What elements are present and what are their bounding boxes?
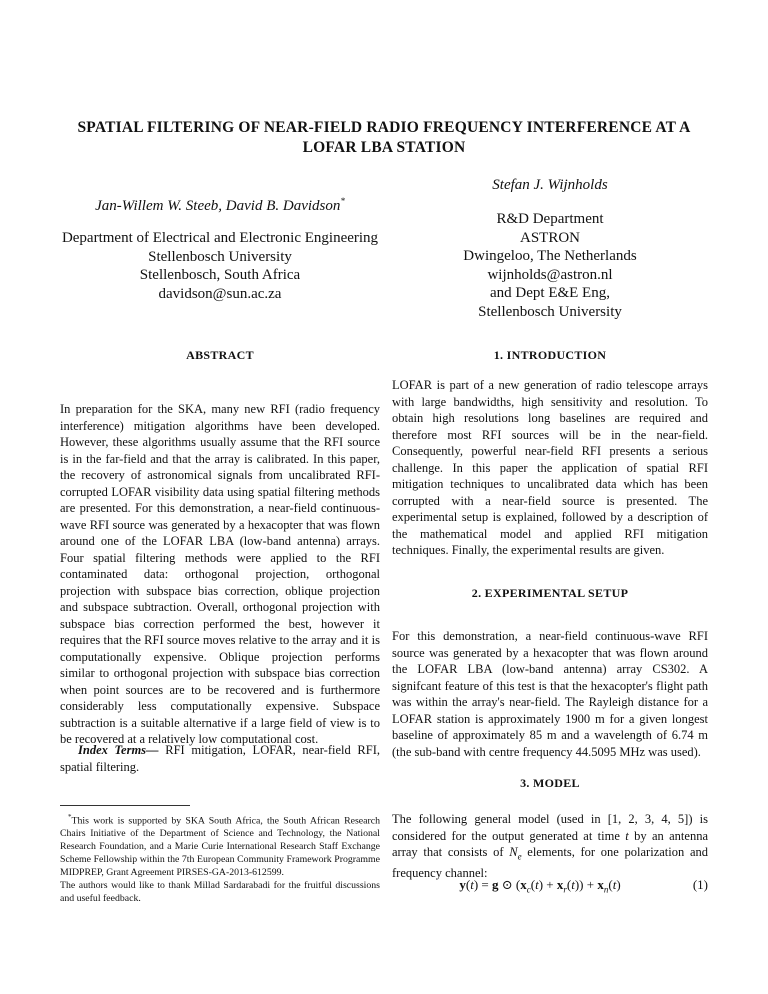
abstract-heading: ABSTRACT — [186, 348, 254, 362]
paper-title: SPATIAL FILTERING OF NEAR-FIELD RADIO FREQUENCY INTERFERENCE AT A LOFAR LBA STATION — [77, 119, 691, 156]
var-t: t — [625, 828, 629, 843]
var-ne-base: N — [509, 845, 518, 859]
affiliation-line: Stellenbosch University — [478, 303, 622, 320]
affiliation-line: Dwingeloo, The Netherlands — [463, 248, 637, 264]
author-names-left — [60, 196, 380, 215]
affiliation-line: ASTRON — [519, 229, 580, 246]
var-ne — [509, 845, 522, 862]
var-ne-sub: e — [517, 851, 522, 862]
section-heading-model: 3. MODEL — [520, 776, 580, 790]
affiliation-line: and Dept E&E Eng, — [490, 285, 610, 301]
affiliation-line: R&D Department — [496, 211, 604, 227]
affiliation-line: wijnholds@astron.nl — [487, 266, 613, 283]
section-text-model — [392, 811, 708, 882]
index-terms-label: Index Terms— — [78, 743, 159, 757]
footnote-funding — [60, 811, 380, 879]
footnote-mark: * — [340, 196, 345, 206]
equation-number: (1) — [692, 877, 708, 892]
model-text-2: by an antenna array that consists of — [392, 828, 708, 859]
footnote-rule — [60, 805, 190, 806]
affiliation-line: Stellenbosch, South Africa — [139, 267, 301, 283]
model-text-1: The following general model (used in [1, 2, 3, 4, 5]) is considered for the output generated at time — [392, 812, 708, 843]
footnote-funding-text: This work is supported by SKA South Africa, the South African Research Chairs Initiative of the Department of Science and Technology, the National Research Foundation, and a Marie Curie International Research Staff Exchange Scheme Fellowship within the 7th European Community Framework Programme MIDPREP, Grant Agreement PIRSES-GA-2013-612599. — [60, 815, 380, 879]
author-name-right: Stefan J. Wijnholds — [492, 177, 608, 193]
index-terms — [60, 742, 380, 775]
equation-body: y(t) = g ⊙ $(x_c(t) + x_r(t)) + x_n(t)$ — [459, 877, 621, 895]
affiliation-line: davidson@sun.ac.za — [158, 285, 282, 302]
affiliation-right — [392, 210, 708, 321]
section-text-introduction: LOFAR is part of a new generation of radio telescope arrays with large bandwidths, high sensitivity and resolution. To obtain high resolutions long baselines are required and therefore most RFI sources will be in the near-field. Consequently, powerful near-field RFI presents a serious challenge. In this paper the application of spatial RFI mitigation techniques to uncalibrated data which has been corrupted with a near-field source is presented. The experimental setup is explained, followed by a description of the mathematical model and applied RFI mitigation techniques. Finally, the experimental results are given. — [392, 378, 708, 557]
section-heading-experimental-setup: 2. EXPERIMENTAL SETUP — [471, 586, 629, 600]
index-terms-text: RFI mitigation, LOFAR, near-field RFI, spatial filtering. — [60, 743, 381, 774]
equation-1 — [392, 877, 708, 895]
affiliation-left — [60, 229, 380, 303]
section-text-experimental-setup: For this demonstration, a near-field continuous-wave RFI source was generated by a hexacopter that was flown around the LOFAR LBA (low-band antenna) array CS302. A signifcant feature of this test is that the hexacopter's flight path was within the array's near-field. The Rayleigh distance for a LOFAR station is approximately 1900 m for a given longest baseline of approximately 85 m and a wavelength of 6.74 m (the sub-band with centre frequency 44.5095 MHz was used). — [392, 629, 708, 759]
footnote — [60, 811, 380, 905]
footnote-thanks: The authors would like to thank Millad Sardarabadi for the fruitful discussions and useful feedback. — [60, 880, 380, 905]
affiliation-line: Department of Electrical and Electronic Engineering — [61, 230, 379, 246]
author-names: Jan-Willem W. Steeb, David B. Davidson — [95, 198, 341, 214]
section-heading-introduction: 1. INTRODUCTION — [493, 348, 607, 362]
abstract-text: In preparation for the SKA, many new RFI (radio frequency interference) mitigation algorithms have been developed. However, these algorithms usually assume that the RFI source is in the far-field and that the array is calibrated. In this paper, the recovery of astronomical signals from uncalibrated RFI-corrupted LOFAR visibility data using spatial filtering methods are presented. For this demonstration, a near-field continuous-wave RFI source was generated by a hexacopter that was flown around one of the LOFAR LBA (low-band antenna) arrays. Four spatial filtering methods were applied to the RFI contaminated data: orthogonal projection, orthogonal projection with subspace bias correction, oblique projection and subspace subtraction. Overall, orthogonal projection with subspace bias correction performed the best, however it requires that the RFI source moves relative to the array and it is computationally expensive. Oblique projection performs similar to orthogonal projection with subspace bias correction when point sources are to be recovered and is furthermore considerably less computationally expensive. Subspace subtraction is a suitable alternative if a large field of view is to be recovered at a relatively low computational cost. — [60, 402, 380, 746]
affiliation-line: Stellenbosch University — [148, 248, 292, 265]
model-text-3: elements, for one polarization and frequency channel: — [392, 845, 708, 880]
footnote-mark: * — [68, 813, 72, 821]
